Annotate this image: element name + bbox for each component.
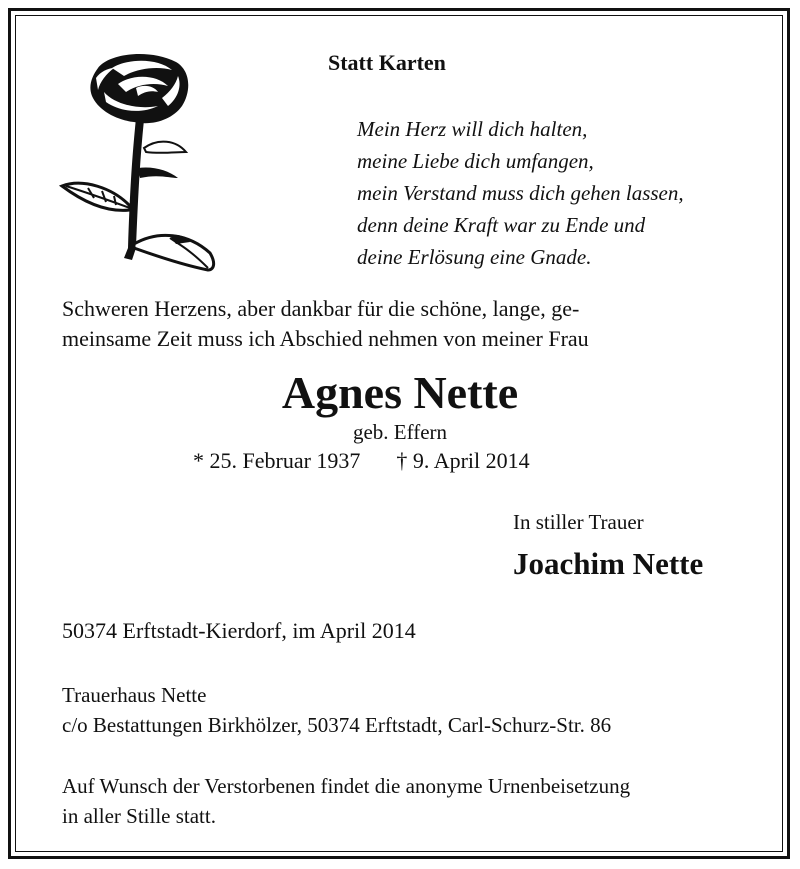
place-date: 50374 Erftstadt-Kierdorf, im April 2014 (62, 618, 416, 643)
poem (357, 113, 684, 273)
house-address: c/o Bestattungen Birkhölzer, 50374 Erftstadt, Carl-Schurz-Str. 86 (62, 713, 612, 737)
maiden-name: geb. Effern (352, 420, 448, 444)
mourner-name: Joachim Nette (513, 546, 704, 581)
wish-line: Auf Wunsch der Verstorbenen findet die anonyme Urnenbeisetzung (62, 774, 631, 798)
poem-line: meine Liebe dich umfangen, (357, 149, 594, 173)
poem-line: deine Erlösung eine Gnade. (357, 245, 592, 269)
rose-icon (58, 48, 218, 274)
statt-karten-heading: Statt Karten (328, 50, 446, 75)
poem-line: Mein Herz will dich halten, (357, 117, 588, 141)
intro-line: Schweren Herzens, aber dankbar für die schöne, lange, ge- (62, 296, 580, 321)
mourning-phrase: In stiller Trauer (513, 510, 644, 534)
house-line: Trauerhaus Nette (62, 683, 207, 707)
mourning-house (62, 680, 611, 740)
poem-line: denn deine Kraft war zu Ende und (357, 213, 646, 237)
intro-text (62, 294, 742, 354)
birth-date: * 25. Februar 1937 (193, 448, 361, 473)
life-dates (193, 448, 530, 474)
death-date: † 9. April 2014 (396, 448, 530, 473)
burial-note (62, 771, 630, 831)
intro-line: meinsame Zeit muss ich Abschied nehmen von meiner Frau (62, 326, 589, 351)
poem-line: mein Verstand muss dich gehen lassen, (357, 181, 684, 205)
deceased-name: Agnes Nette (281, 367, 519, 418)
wish-line: in aller Stille statt. (62, 804, 216, 828)
